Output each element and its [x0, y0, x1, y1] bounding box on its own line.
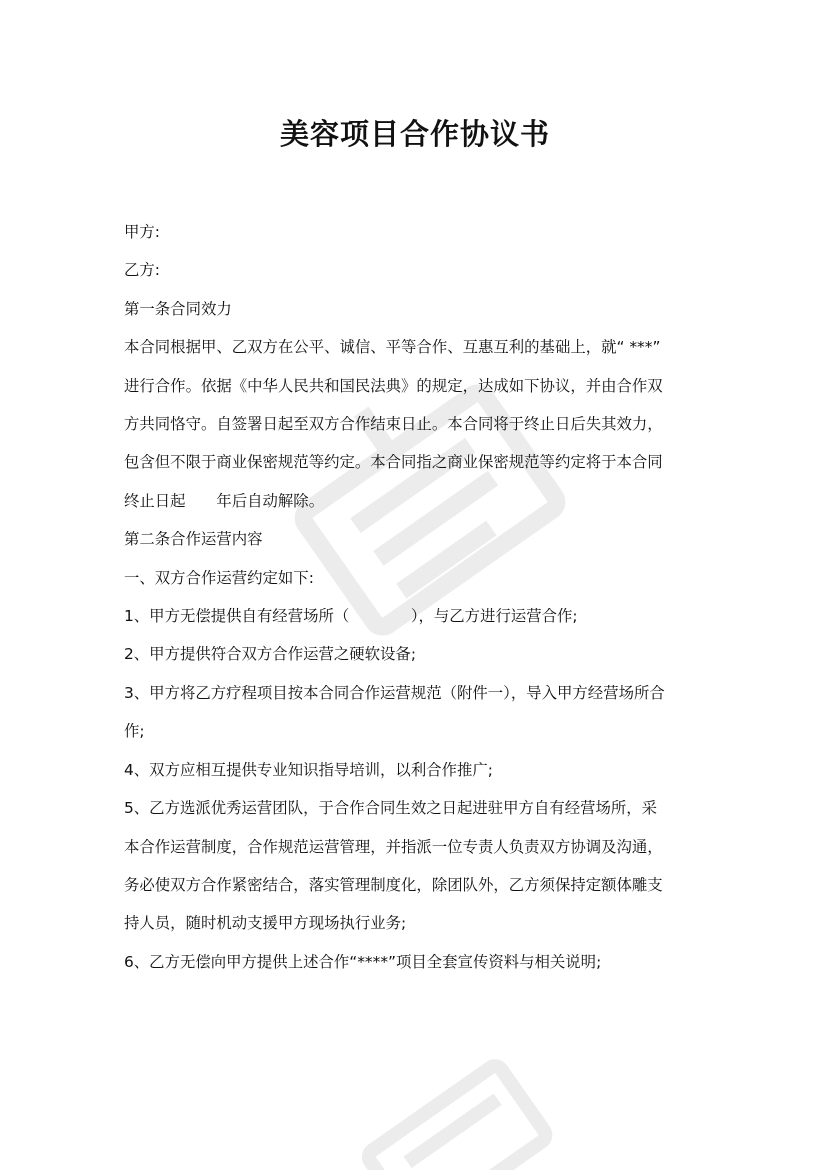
section-heading: 一、双方合作运营约定如下:	[124, 568, 314, 587]
list-item: 1、甲方无偿提供自有经营场所（ ），与乙方进行运营合作;	[124, 607, 578, 626]
list-item-continued: 作;	[124, 722, 145, 741]
paragraph-line: 终止日起 年后自动解除。	[124, 491, 325, 510]
list-item-continued: 务必使双方合作紧密结合，落实管理制度化，除团队外，乙方须保持定额体雕支	[124, 875, 663, 894]
list-item-continued: 本合作运营制度，合作规范运营管理，并指派一位专责人负责双方协调及沟通，	[124, 837, 663, 856]
paragraph-line: 方共同恪守。自签署日起至双方合作结束日止。本合同将于终止日后失其效力，	[124, 415, 663, 434]
party-a-line: 甲方:	[124, 223, 160, 241]
list-item: 5、乙方选派优秀运营团队，于合作合同生效之日起进驻甲方自有经营场所，采	[124, 799, 658, 818]
article-2-heading: 第二条合作运营内容	[124, 530, 263, 549]
stamp-watermark-bottom-icon	[350, 1040, 570, 1170]
paragraph-line: 进行合作。依据《中华人民共和国民法典》的规定，达成如下协议，并由合作双	[124, 376, 663, 395]
article-1-heading: 第一条合同效力	[124, 299, 232, 318]
list-item: 4、双方应相互提供专业知识指导培训，以利合作推广;	[124, 760, 493, 779]
party-b-line: 乙方:	[124, 261, 160, 280]
document-title: 美容项目合作协议书	[279, 117, 550, 151]
paragraph-line: 本合同根据甲、乙双方在公平、诚信、平等合作、互惠互利的基础上，就“ ***”	[124, 338, 661, 357]
list-item: 2、甲方提供符合双方合作运营之硬软设备;	[124, 645, 417, 664]
list-item: 6、乙方无偿向甲方提供上述合作“****”项目全套宣传资料与相关说明;	[124, 952, 602, 971]
paragraph-line: 包含但不限于商业保密规范等约定。本合同指之商业保密规范等约定将于本合同	[124, 453, 663, 472]
list-item-continued: 持人员，随时机动支援甲方现场执行业务;	[124, 914, 407, 933]
document-body	[124, 213, 714, 981]
list-item: 3、甲方将乙方疗程项目按本合同合作运营规范（附件一），导入甲方经营场所合	[124, 683, 665, 702]
